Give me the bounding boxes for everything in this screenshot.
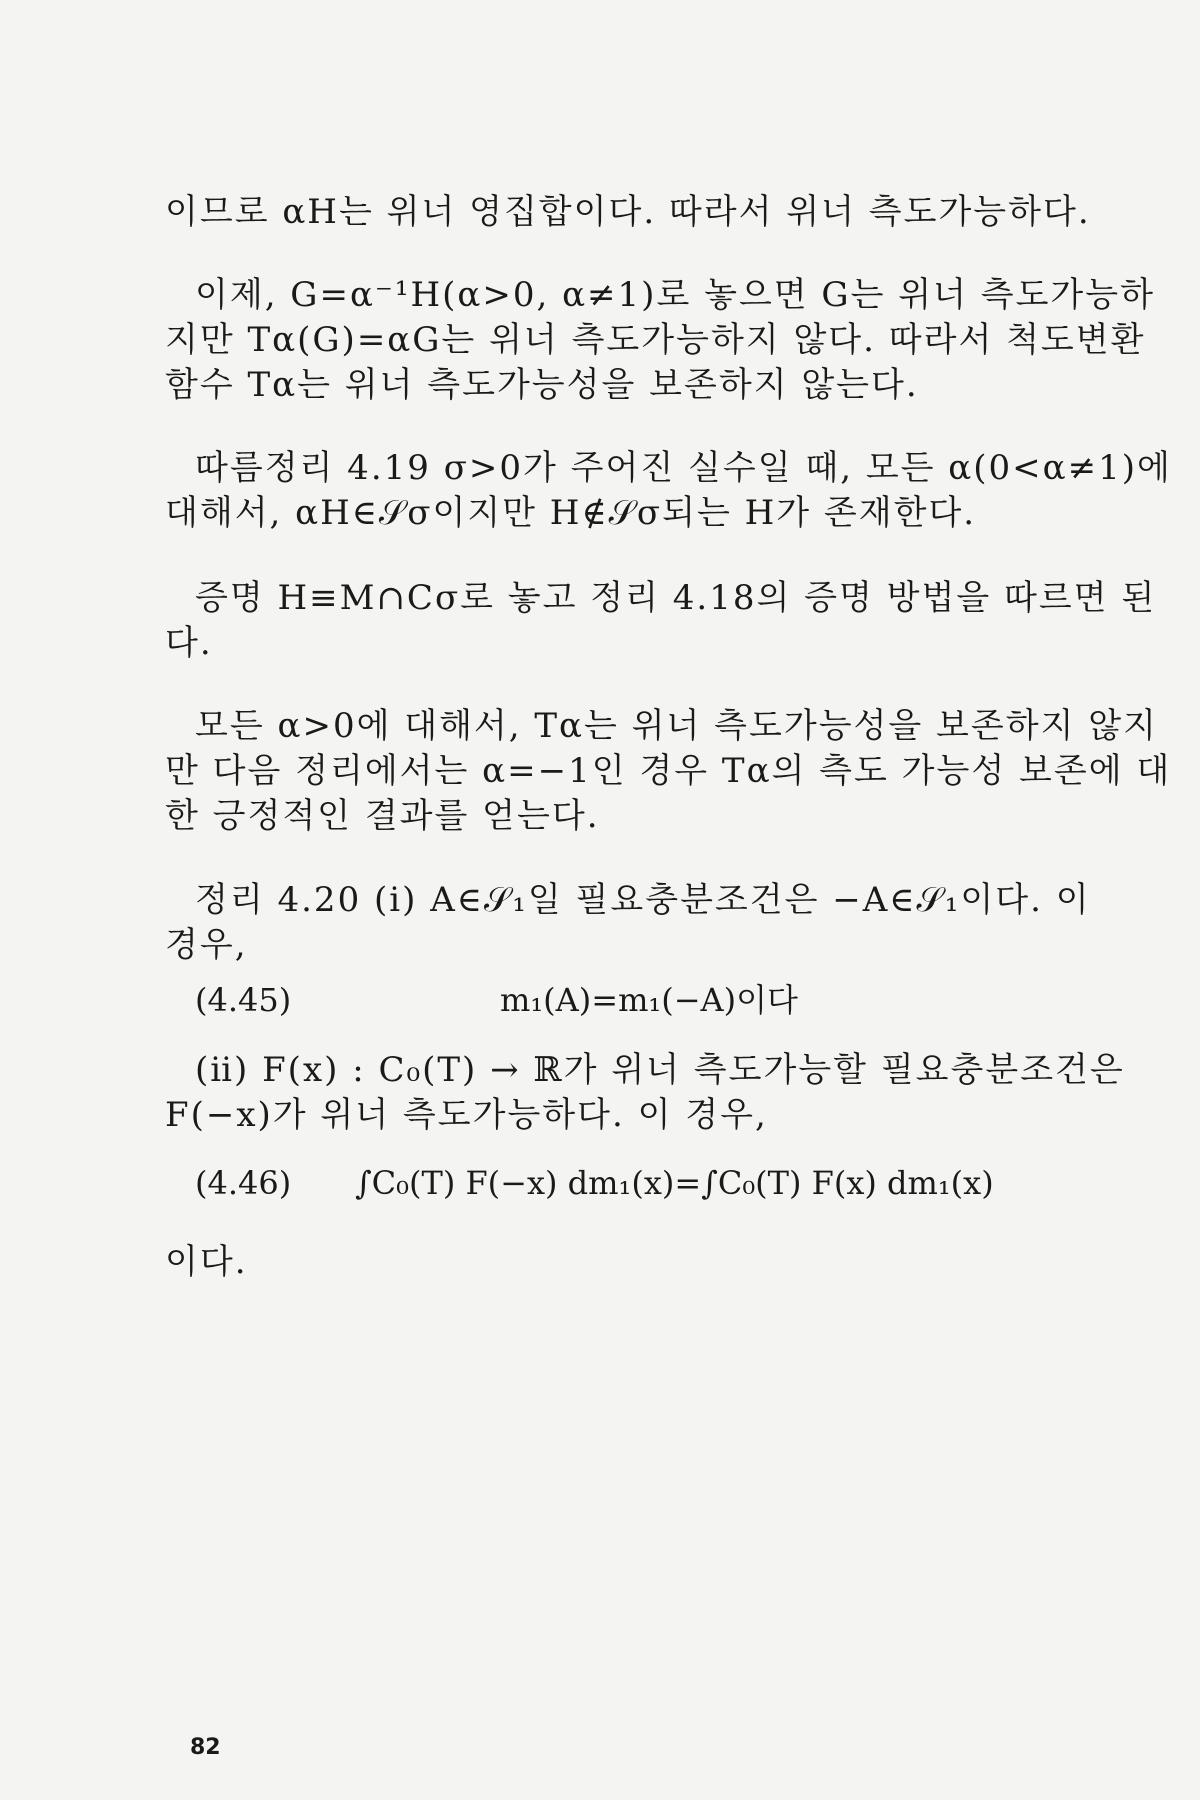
theorem-4-20-part-2-line-2: F(−x)가 위너 측도가능하다. 이 경우,: [165, 1095, 768, 1135]
equation-4-46: ∫C₀(T) F(−x) dm₁(x)=∫C₀(T) F(x) dm₁(x): [355, 1164, 994, 1202]
paragraph-line-1: 모든 α>0에 대해서, Tα는 위너 측도가능성을 보존하지 않지: [195, 706, 1158, 746]
equation-label-4-46: (4.46): [195, 1164, 292, 1202]
text-line-3: 지만 Tα(G)=αG는 위너 측도가능하지 않다. 따라서 척도변환: [165, 320, 1146, 360]
proof-line-1: 증명 H≡M∩Cσ로 놓고 정리 4.18의 증명 방법을 따르면 된: [195, 578, 1157, 618]
text-line-final: 이다.: [165, 1242, 248, 1282]
corollary-4-19-line-2: 대해서, αH∈𝒮σ이지만 H∉𝒮σ되는 H가 존재한다.: [165, 493, 977, 533]
text-line-1: 이므로 αH는 위너 영집합이다. 따라서 위너 측도가능하다.: [165, 192, 1091, 232]
theorem-4-20-part-2-line-1: (ⅱ) F(x) : C₀(T) → ℝ가 위너 측도가능할 필요충분조건은: [195, 1050, 1125, 1090]
proof-line-2: 다.: [165, 623, 213, 663]
theorem-4-20-line-2: 경우,: [165, 925, 248, 965]
theorem-4-20-line-1: 정리 4.20 (ⅰ) A∈𝒮₁일 필요충분조건은 −A∈𝒮₁이다. 이: [195, 880, 1091, 920]
equation-4-45: m₁(A)=m₁(−A)이다: [500, 981, 798, 1019]
page-number: 82: [190, 1735, 221, 1760]
paragraph-line-3: 한 긍정적인 결과를 얻는다.: [165, 796, 600, 836]
text-line-4: 함수 Tα는 위너 측도가능성을 보존하지 않는다.: [165, 365, 919, 405]
corollary-4-19-line-1: 따름정리 4.19 σ>0가 주어진 실수일 때, 모든 α(0<α≠1)에: [195, 448, 1172, 488]
paragraph-line-2: 만 다음 정리에서는 α=−1인 경우 Tα의 측도 가능성 보존에 대: [165, 751, 1172, 791]
equation-label-4-45: (4.45): [195, 981, 292, 1019]
text-line-2: 이제, G=α⁻¹H(α>0, α≠1)로 놓으면 G는 위너 측도가능하: [195, 275, 1155, 315]
